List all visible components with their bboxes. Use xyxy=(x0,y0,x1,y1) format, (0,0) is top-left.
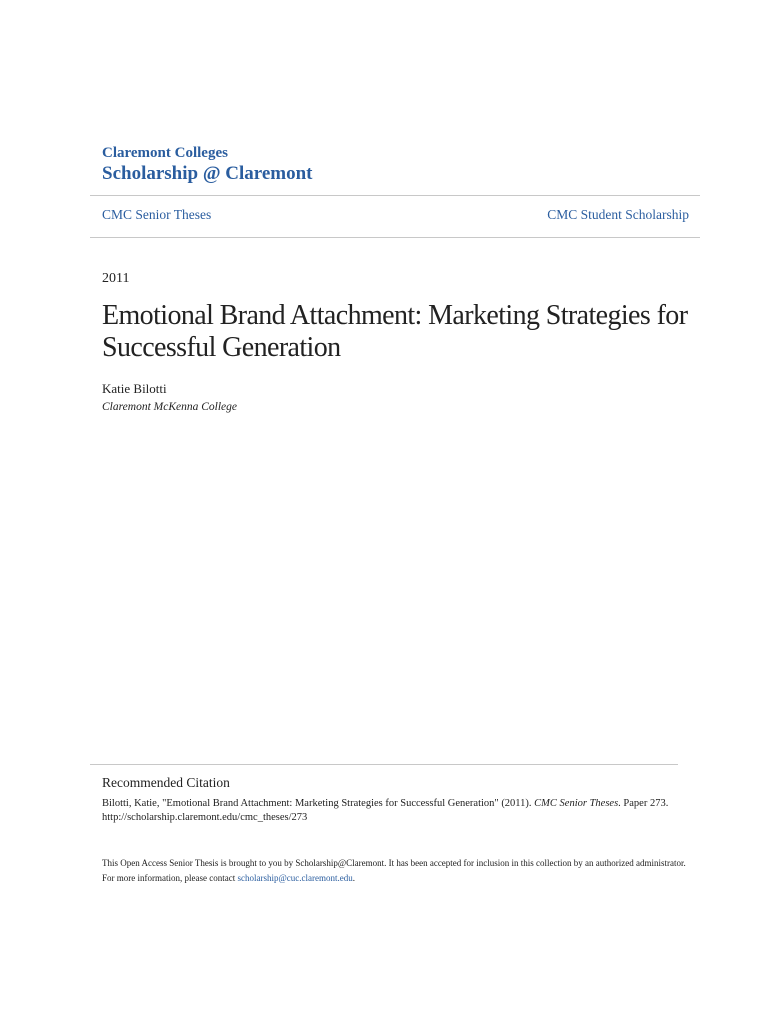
notice-end: . xyxy=(352,873,355,883)
citation-divider xyxy=(90,764,678,765)
notice-text: This Open Access Senior Thesis is brought to you by Scholarship@Claremont. It has been accepted for inclusion in this collection by an authorized administrator. For more information, please contact xyxy=(102,858,686,883)
institution-link[interactable]: Claremont Colleges xyxy=(102,145,228,161)
contact-email-link[interactable]: scholarship@cuc.claremont.edu xyxy=(237,873,353,883)
collection-divider xyxy=(90,237,700,238)
header-divider xyxy=(90,195,700,196)
collection-link-senior-theses[interactable]: CMC Senior Theses xyxy=(102,207,212,222)
citation-body: Bilotti, Katie, "Emotional Brand Attachment: Marketing Strategies for Successful Generation" (2011). xyxy=(102,798,532,809)
collection-link-student-scholarship[interactable]: CMC Student Scholarship xyxy=(547,207,689,222)
document-title: Emotional Brand Attachment: Marketing Strategies for Successful Generation xyxy=(102,300,688,363)
citation-text xyxy=(102,797,692,825)
citation-url[interactable]: http://scholarship.claremont.edu/cmc_theses/273 xyxy=(102,812,308,823)
citation-heading: Recommended Citation xyxy=(102,775,230,790)
publication-year: 2011 xyxy=(102,271,130,286)
citation-series: CMC Senior Theses xyxy=(534,798,619,809)
repository-header xyxy=(102,145,313,185)
repository-link[interactable]: Scholarship @ Claremont xyxy=(102,163,313,184)
author-name: Katie Bilotti xyxy=(102,381,167,396)
access-notice xyxy=(102,856,692,886)
citation-paper: . Paper 273. xyxy=(618,798,669,809)
author-affiliation: Claremont McKenna College xyxy=(102,401,237,413)
